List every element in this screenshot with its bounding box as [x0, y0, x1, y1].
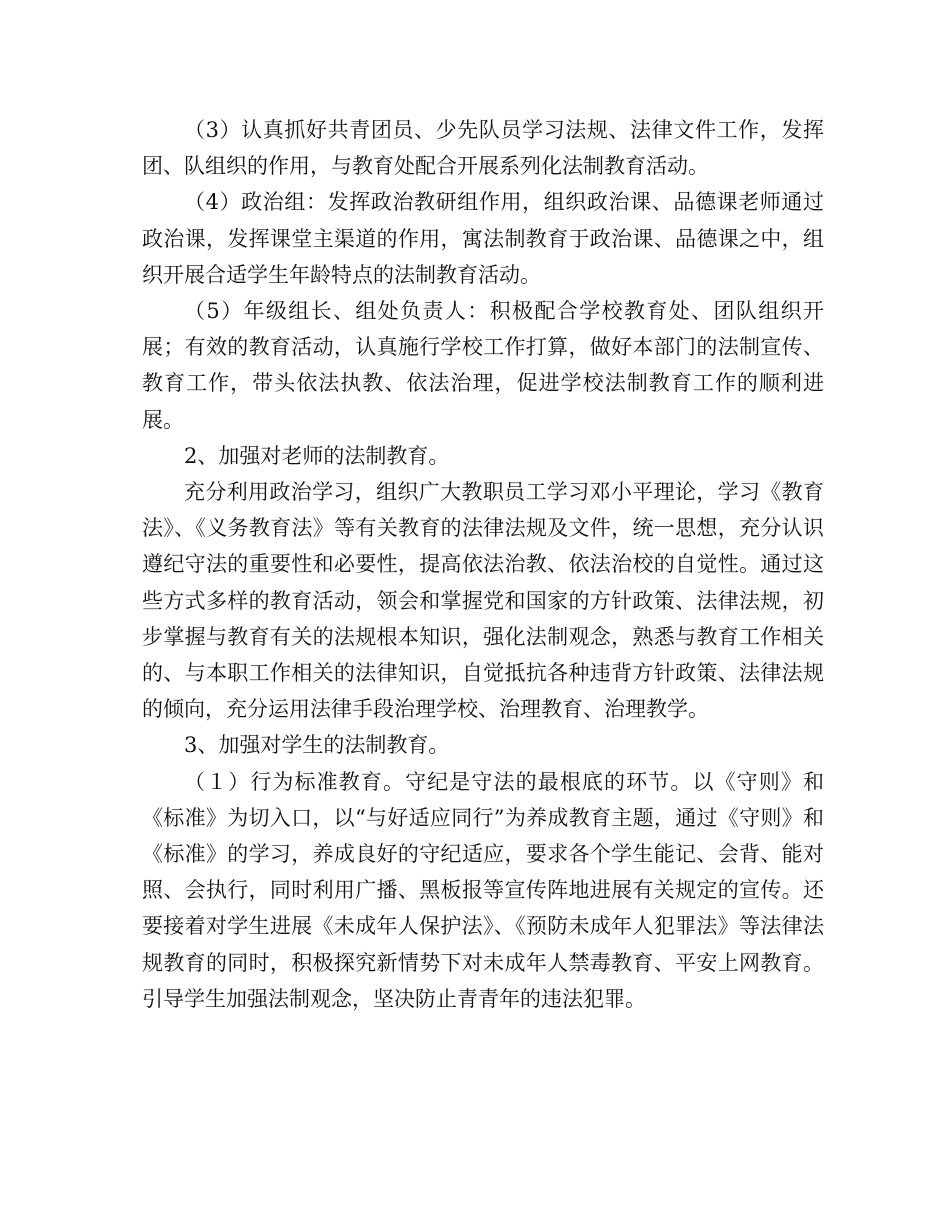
document-page	[142, 112, 824, 1017]
paragraph-teachers-education: 充分利用政治学习，组织广大教职员工学习邓小平理论，学习《教育法》、《义务教育法》等有关教育的法律法规及文件，统一思想，充分认识遵纪守法的重要性和必要性，提高依法治教、依法治校的自觉性。通过这些方式多样的教育活动，领会和掌握党和国家的方针政策、法律法规，初步掌握与教育有关的法规根本知识，强化法制观念，熟悉与教育工作相关的、与本职工作相关的法律知识，自觉抵抗各种违背方针政策、法律法规的倾向，充分运用法律手段治理学校、治理教育、治理教学。	[142, 480, 824, 722]
paragraph-behavior-education: （１）行为标准教育。守纪是守法的最根底的环节。以《守则》和《标准》为切入口，以“与好适应同行”为养成教育主题，通过《守则》和《标准》的学习，养成良好的守纪适应，要求各个学生能记、会背、能对照、会执行，同时利用广播、黑板报等宣传阵地进展有关规定的宣传。还要接着对学生进展《未成年人保护法》、《预防未成年人犯罪法》等法律法规教育的同时，积极探究新情势下对未成年人禁毒教育、平安上网教育。引导学生加强法制观念，坚决防止青青年的违法犯罪。	[142, 769, 824, 1011]
paragraph-item-5: （5）年级组长、组处负责人：积极配合学校教育处、团队组织开展；有效的教育活动，认真施行学校工作打算，做好本部门的法制宣传、教育工作，带头依法执教、依法治理，促进学校法制教育工作的顺利进展。	[142, 299, 824, 432]
paragraph-item-4: （4）政治组：发挥政治教研组作用，组织政治课、品德课老师通过政治课，发挥课堂主渠道的作用，寓法制教育于政治课、品德课之中，组织开展合适学生年龄特点的法制教育活动。	[142, 190, 824, 287]
paragraph-item-3: （3）认真抓好共青团员、少先队员学习法规、法律文件工作，发挥团、队组织的作用，与教育处配合开展系列化法制教育活动。	[142, 118, 824, 179]
section-heading-students: 3、加强对学生的法制教育。	[184, 733, 450, 758]
section-heading-teachers: 2、加强对老师的法制教育。	[184, 443, 450, 468]
